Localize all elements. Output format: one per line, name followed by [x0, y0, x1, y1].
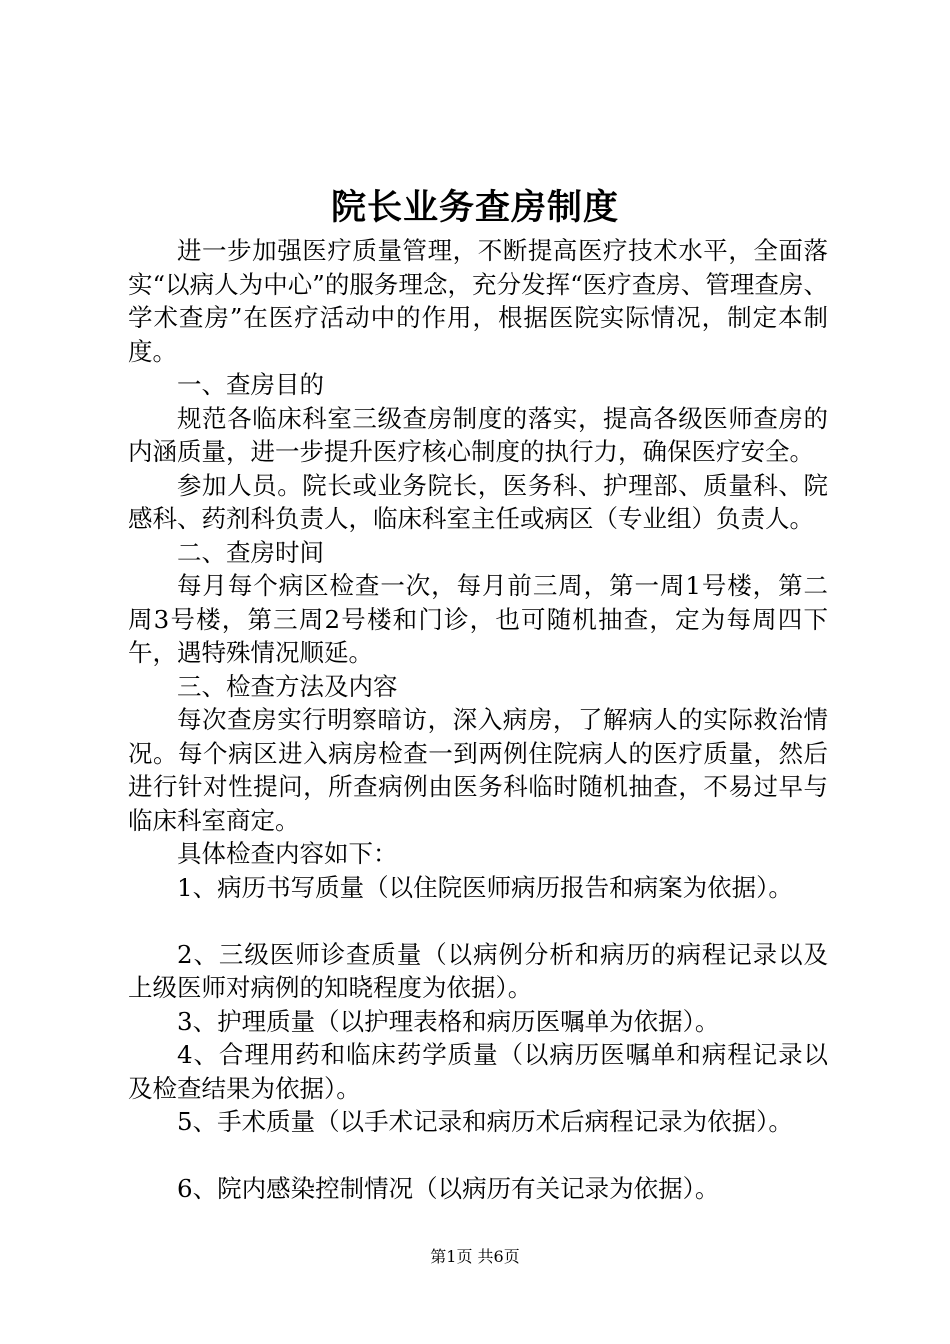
paragraph-content-intro: 具体检查内容如下：: [177, 839, 398, 868]
heading-method: 三、检查方法及内容: [177, 671, 398, 701]
list-item-5: 5、手术质量（以手术记录和病历术后病程记录为依据）。: [177, 1107, 793, 1136]
paragraph-purpose: 规范各临床科室三级查房制度的落实，提高各级医师查房的内涵质量，进一步提升医疗核心制度的执行力，确保医疗安全。: [128, 403, 828, 466]
heading-purpose: 一、查房目的: [177, 370, 324, 399]
spacer: [128, 904, 828, 938]
spacer: [128, 1139, 828, 1173]
list-item-6: 6、院内感染控制情况（以病历有关记录为依据）。: [177, 1174, 720, 1203]
paragraph-intro: 进一步加强医疗质量管理，不断提高医疗技术水平，全面落实“以病人为中心”的服务理念，充分发挥“医疗查房、管理查房、学术查房”在医疗活动中的作用，根据医院实际情况，制定本制度。: [128, 236, 828, 366]
page-number: 第1页 共6页: [430, 1247, 520, 1266]
document-body: [128, 234, 828, 1206]
document-title: 院长业务查房制度: [330, 187, 619, 228]
list-item-4: 4、合理用药和临床药学质量（以病历医嘱单和病程记录以及检查结果为依据）。: [128, 1040, 828, 1103]
heading-time: 二、查房时间: [177, 537, 324, 567]
list-item-2: 2、三级医师诊查质量（以病例分析和病历的病程记录以及上级医师对病例的知晓程度为依据）。: [128, 939, 828, 1002]
list-item-3: 3、护理质量（以护理表格和病历医嘱单为依据）。: [177, 1006, 720, 1036]
paragraph-time: 每月每个病区检查一次，每月前三周，第一周1号楼，第二周3号楼，第三周2号楼和门诊，也可随机抽查，定为每周四下午，遇特殊情况顺延。: [128, 571, 828, 667]
paragraph-method: 每次查房实行明察暗访，深入病房，了解病人的实际救治情况。每个病区进入病房检查一到两例住院病人的医疗质量，然后进行针对性提问，所查病例由医务科临时随机抽查，不易过早与临床科室商定。: [128, 705, 828, 835]
paragraph-participants: 参加人员。院长或业务院长，医务科、护理部、质量科、院感科、药剂科负责人，临床科室主任或病区（专业组）负责人。: [128, 470, 828, 533]
list-item-1: 1、病历书写质量（以住院医师病历报告和病案为依据）。: [177, 872, 793, 902]
